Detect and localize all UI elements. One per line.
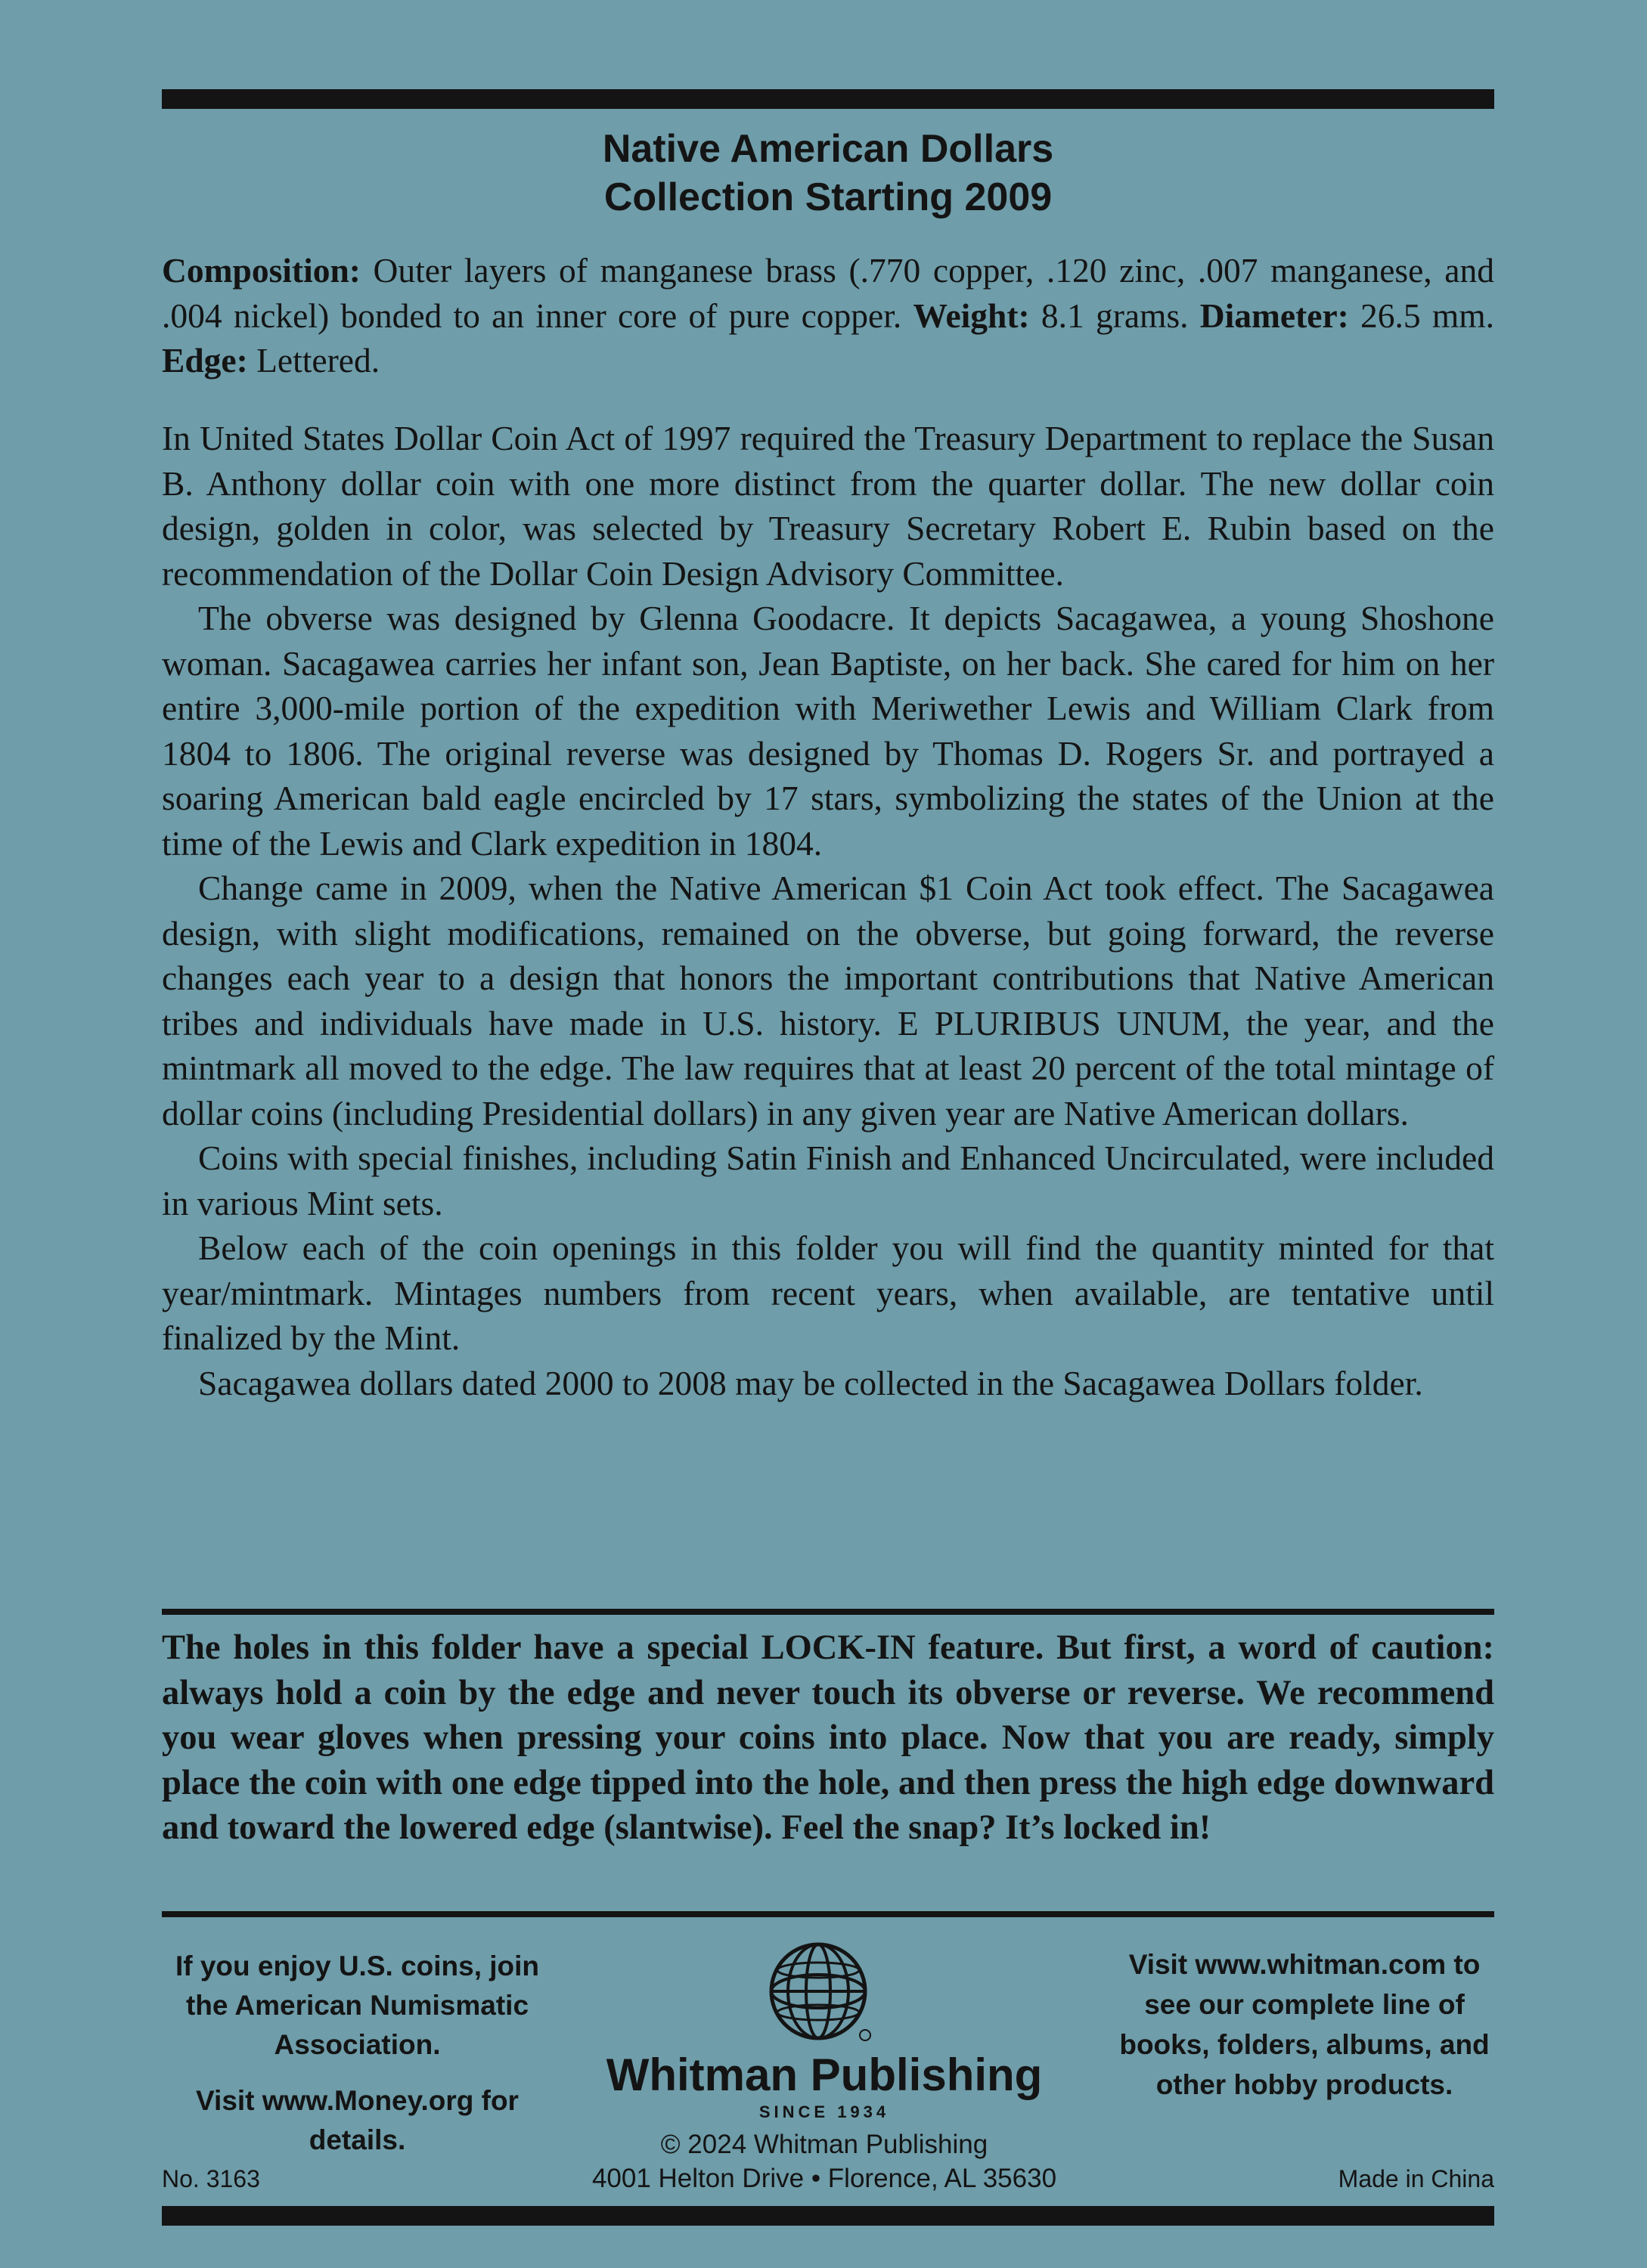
whitman-promo[interactable]: Visit www.whitman.com to see our complete line of books, folders, albums, and other hobby products.: [1119, 1949, 1490, 2100]
weight-label: Weight:: [913, 296, 1030, 335]
title-line-1: Native American Dollars: [602, 127, 1054, 171]
paragraph-intro: In United States Dollar Coin Act of 1997 required the Treasury Department to replace the Susan B. Anthony dollar coin with one more distinct from the quarter dollar. The new dollar coin design, golden in color, was selected by Treasury Secretary Robert E. Rubin based on the recommendation of the Dollar Coin Design Advisory Committee.: [162, 419, 1494, 593]
paragraph-change-2009: Change came in 2009, when the Native American $1 Coin Act took effect. The Sacagawea design, with slight modifications, remained on the obverse, but going forward, the reverse changes each year to a design that honors the important contributions that Native American tribes and individuals have made in U.S. history. E PLURIBUS UNUM, the year, and the mintmark all moved to the edge. The law requires that at least 20 percent of the total mintage of dollar coins (including Presidential dollars) in any given year are Native American dollars.: [162, 869, 1494, 1132]
history-text: [162, 416, 1494, 1405]
divider-rule: [162, 1911, 1494, 1917]
globe-icon: [767, 1940, 873, 2046]
divider-rule: [162, 1609, 1494, 1615]
publisher-name: Whitman Publishing: [606, 2050, 1043, 2100]
top-rule: [162, 89, 1494, 109]
paragraph-special-finishes: Coins with special finishes, including Satin Finish and Enhanced Uncirculated, were included in various Mint sets.: [162, 1139, 1494, 1222]
ana-visit-link[interactable]: Visit www.Money.org for details.: [196, 2085, 519, 2155]
composition-value: Outer layers of manganese brass (.770 copper, .120 zinc, .007 manganese, and .004 nickel) bonded to an inner core of pure copper.: [162, 251, 1494, 335]
publisher-address: 4001 Helton Drive • Florence, AL 35630: [591, 2164, 1057, 2193]
catalog-number: No. 3163: [162, 2165, 260, 2192]
paragraph-obverse: The obverse was designed by Glenna Goodacre. It depicts Sacagawea, a young Shoshone woman. Sacagawea carries her infant son, Jean Baptiste, on her back. She cared for him on her entire 3,000-mile portion of the expedition with Meriwether Lewis and William Clark from 1804 to 1806. The original reverse was designed by Thomas D. Rogers Sr. and portrayed a soaring American bald eagle encircled by 17 stars, symbolizing the states of the Union at the time of the Lewis and Clark expedition in 1804.: [162, 599, 1494, 863]
specifications: [162, 248, 1494, 383]
edge-label: Edge:: [162, 341, 248, 380]
lockin-instructions: The holes in this folder have a special LOCK-IN feature. But first, a word of caution: always hold a coin by the edge and never touch its obverse or reverse. We recommend you wear gloves when pressing your coins into place. Now that you are ready, simply place the coin with one edge tipped into the hole, and then press the high edge downward and toward the lowered edge (slantwise). Feel the snap? It’s locked in!: [162, 1628, 1494, 1847]
paragraph-mintages: Below each of the coin openings in this folder you will find the quantity minted for that year/mintmark. Mintages numbers from recent years, when available, are tentative until finalized by the Mint.: [162, 1228, 1494, 1357]
title-line-2: Collection Starting 2009: [603, 175, 1053, 219]
composition-label: Composition:: [162, 251, 361, 290]
paragraph-sacagawea-folder: Sacagawea dollars dated 2000 to 2008 may be collected in the Sacagawea Dollars folder.: [198, 1363, 1423, 1402]
diameter-value: 26.5 mm.: [1348, 296, 1494, 335]
copyright-notice: © 2024 Whitman Publishing: [660, 2130, 988, 2159]
weight-value: 8.1 grams.: [1029, 296, 1200, 335]
diameter-label: Diameter:: [1199, 296, 1349, 335]
page-title: [162, 125, 1494, 222]
ana-promo: [151, 1947, 563, 2160]
made-in-label: Made in China: [1338, 2165, 1494, 2192]
publisher-since: SINCE 1934: [758, 2102, 890, 2121]
specifications-text: [162, 248, 1494, 383]
bottom-rule: [162, 2206, 1494, 2226]
ana-join-text: If you enjoy U.S. coins, join the American Numismatic Association.: [175, 1950, 540, 2060]
edge-value: Lettered.: [247, 341, 380, 380]
